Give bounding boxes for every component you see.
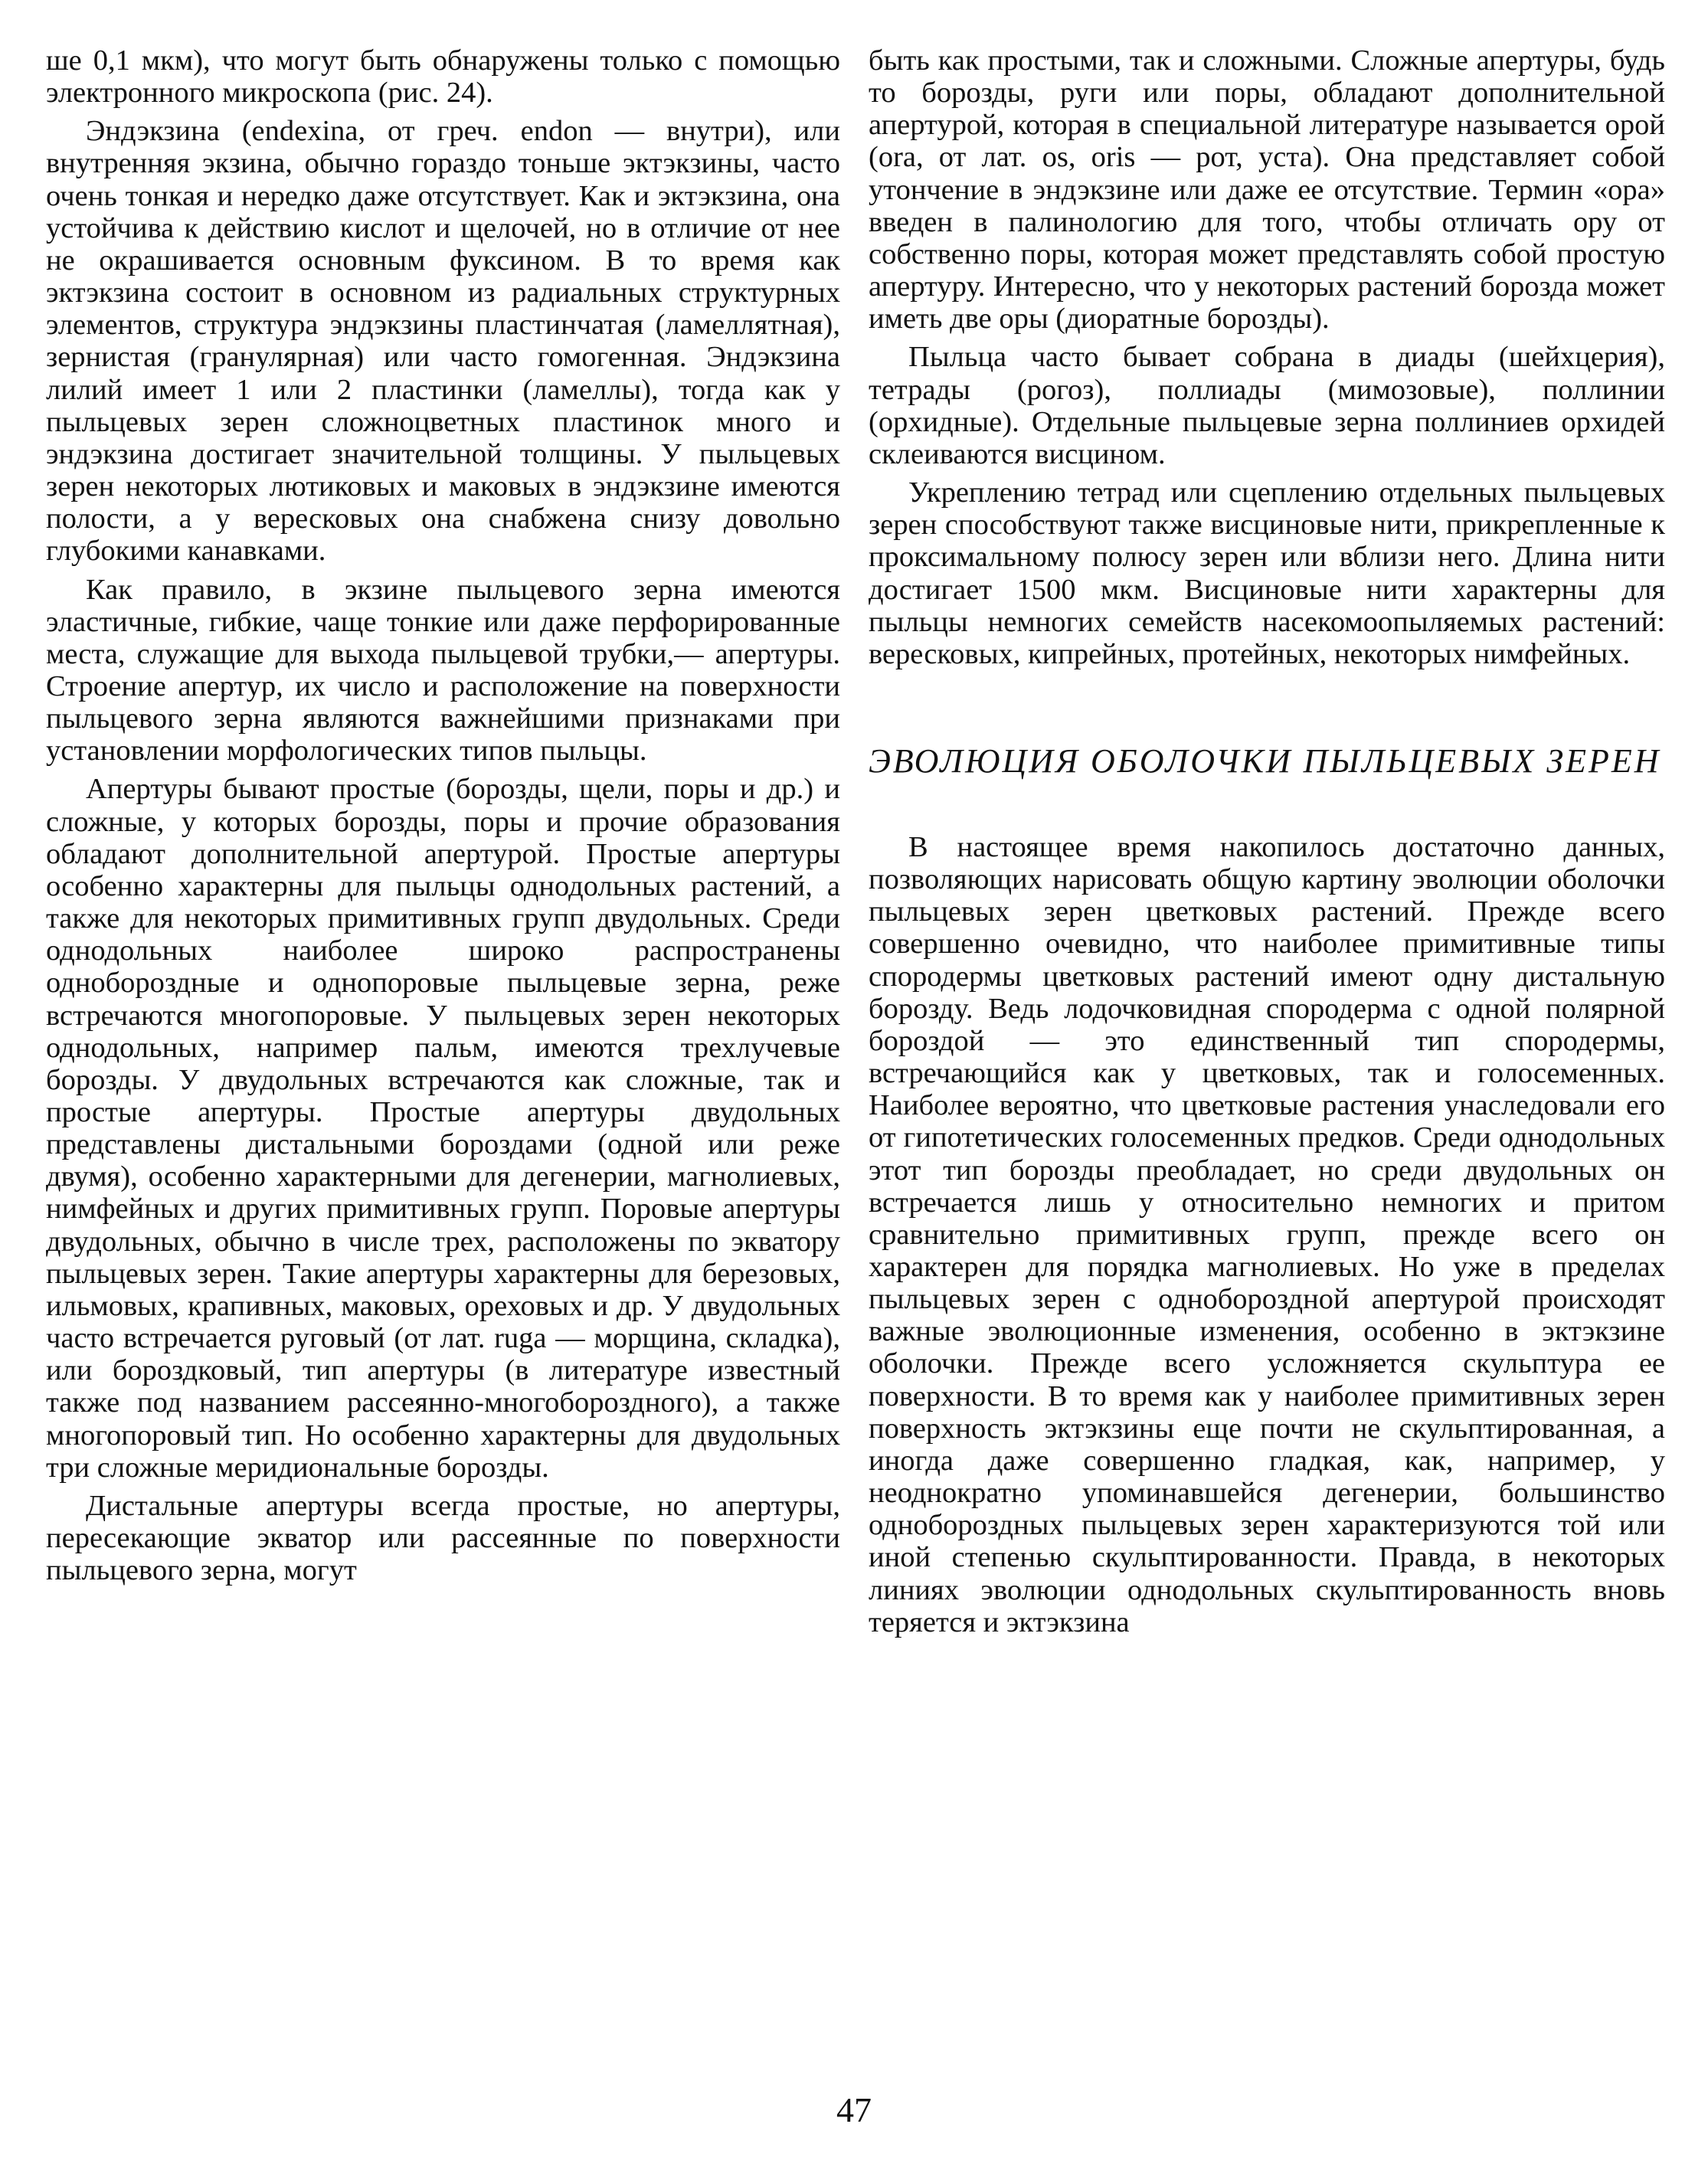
section-heading: ЭВОЛЮЦИЯ ОБОЛОЧКИ ПЫЛЬЦЕВЫХ ЗЕРЕН xyxy=(869,741,1661,780)
paragraph-aperture-types: Апертуры бывают простые (борозды, щели, поры и др.) и сложные, у которых борозды, поры и прочие образования обладают дополнительной апертурой. Простые апертуры особенно характерны для пыльцы однодольных растений, а также для некоторых примитивных групп двудольных. Среди однодольных наиболее широко распространены однобороздные и однопоровые пыльцевые зерна, реже встречаются многопоровые. У пыльцевых зерен некоторых однодольных, например пальм, имеются трехлучевые борозды. У двудольных встречаются как сложные, так и простые апертуры. Простые апертуры двудольных представлены дистальными бороздами (одной или реже двумя), особенно характерными для дегенерии, магнолиевых, нимфейных и других примитивных групп. Поровые апертуры двудольных, обычно в числе трех, расположены по экватору пыльцевых зерен. Такие апертуры характерны для березовых, ильмовых, крапивных, маковых, ореховых и др. У двудольных часто встречается руговый (от лат. ruga — морщина, складка), или бороздковый, тип апертуры (в литературе известный также под названием рассеянно-многобороздного), а также многопоровый тип. Но особенно характерны для двудольных три сложные меридиональные борозды. xyxy=(46,773,840,1484)
paragraph-endexine: Эндэкзина (endexina, от греч. endon — внутри), или внутренняя экзина, обычно гораздо тоньше эктэкзины, часто очень тонкая и нередко даже отсутствует. Как и эктэкзина, она устойчива к действию кислот и щелочей, но в отличие от нее не окрашивается основным фуксином. В то время как эктэкзина состоит в основном из радиальных структурных элементов, структура эндэкзины пластинчатая (ламеллятная), зернистая (гранулярная) или часто гомогенная. Эндэкзина лилий имеет 1 или 2 пластинки (ламеллы), тогда как у пыльцевых зерен сложноцветных пластинок много и эндэкзина достигает значительной толщины. У пыльцевых зерен некоторых лютиковых и маковых в эндэкзине имеются полости, а у вересковых она снабжена снизу довольно глубокими канавками. xyxy=(46,115,840,568)
paragraph-continued: ше 0,1 мкм), что могут быть обнаружены только с помощью электронного микроскопа (рис. 24). xyxy=(46,44,840,110)
left-column xyxy=(46,44,840,1586)
page-number: 47 xyxy=(836,2090,872,2129)
paragraph-distal-apertures: Дистальные апертуры всегда простые, но апертуры, пересекающие экватор или рассеянные по поверхности пыльцевого зерна, могут xyxy=(46,1489,840,1587)
paragraph-viscin-threads: Укреплению тетрад или сцеплению отдельных пыльцевых зерен способствуют также висциновые нити, прикрепленные к проксимальному полюсу зерен или вблизи него. Длина нити достигает 1500 мкм. Висциновые нити характерны для пыльцы немногих семейств насекомоопыляемых растений: вересковых, кипрейных, протейных, некоторых нимфейных. xyxy=(869,476,1665,670)
paragraph-complex-apertures: быть как простыми, так и сложными. Сложные апертуры, будь то борозды, руги или поры, обладают дополнительной апертурой, которая в специальной литературе называется орой (ora, от лат. os, oris — рот, уста). Она представляет собой утончение в эндэкзине или даже ее отсутствие. Термин «ора» введен в палинологию для того, чтобы отличать ору от собственно поры, которая может представлять собой простую апертуру. Интересно, что у некоторых растений борозда может иметь две оры (диоратные борозды). xyxy=(869,44,1665,335)
paragraph-pollen-aggregates: Пыльца часто бывает собрана в диады (шейхцерия), тетрады (рогоз), поллиады (мимозовые), поллинии (орхидные). Отдельные пыльцевые зерна поллиниев орхидей склеиваются висцином. xyxy=(869,341,1665,470)
right-column xyxy=(869,44,1665,1638)
paragraph-evolution: В настоящее время накопилось достаточно данных, позволяющих нарисовать общую картину эволюции оболочки пыльцевых зерен цветковых растений. Прежде всего совершенно очевидно, что наиболее примитивные типы спородермы цветковых растений имеют одну дистальную борозду. Ведь лодочковидная спородерма с одной полярной бороздой — это единственный тип спородермы, встречающийся как у цветковых, так и голосеменных. Наиболее вероятно, что цветковые растения унаследовали его от гипотетических голосеменных предков. Среди однодольных этот тип борозды преобладает, но среди двудольных он встречается лишь у относительно немногих и притом сравнительно примитивных групп, прежде всего он характерен для порядка магнолиевых. Но уже в пределах пыльцевых зерен с однобороздной апертурой происходят важные эволюционные изменения, особенно в эктэкзине оболочки. Прежде всего усложняется скульптура ее поверхности. В то время как у наиболее примитивных зерен поверхность эктэкзины еще почти не скульптированная, а иногда даже совершенно гладкая, как, например, у неоднократно упоминавшейся дегенерии, большинство однобороздных пыльцевых зерен характеризуются той или иной степенью скульптированности. Правда, в некоторых линиях эволюции однодольных скульптированность вновь теряется и эктэкзина xyxy=(869,830,1665,1638)
paragraph-apertures-intro: Как правило, в экзине пыльцевого зерна имеются эластичные, гибкие, чаще тонкие или даже перфорированные места, служащие для выхода пыльцевой трубки,— апертуры. Строение апертур, их число и расположение на поверхности пыльцевого зерна являются важнейшими признаками при установлении морфологических типов пыльцы. xyxy=(46,573,840,767)
